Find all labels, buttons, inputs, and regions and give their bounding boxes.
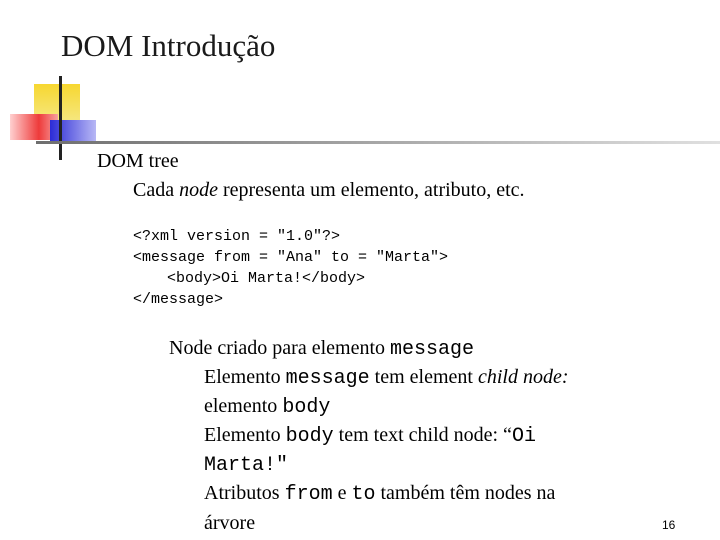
bullet-node-criado: Node criado para elemento message (169, 337, 475, 361)
bullet-body-text-child-cont: Marta!" (204, 454, 289, 477)
code-line-3: <body>Oi Marta!</body> (167, 270, 366, 287)
code-line-4: </message> (133, 291, 224, 308)
bullet-message-child: Elemento message tem element child node: (204, 366, 569, 390)
deco-blue-bar (50, 120, 96, 144)
code-line-1: <?xml version = "1.0"?> (133, 228, 341, 245)
slide-title: DOM Introdução (61, 28, 276, 63)
code-line-2: <message from = ″Ana" to = ″Marta"> (133, 249, 449, 266)
bullet-atributos: Atributos from e to também têm nodes na (204, 482, 556, 506)
intro-heading: DOM tree (97, 150, 179, 172)
deco-vertical-rule (59, 76, 62, 160)
page-number: 16 (662, 518, 676, 532)
deco-horizontal-rule (36, 141, 720, 144)
bullet-atributos-cont: árvore (204, 512, 256, 534)
intro-subtext: Cada node representa um elemento, atributo, etc. (133, 179, 525, 201)
bullet-elemento-body: elemento body (204, 395, 331, 419)
bullet-body-text-child: Elemento body tem text child node: “Oi (204, 424, 536, 448)
